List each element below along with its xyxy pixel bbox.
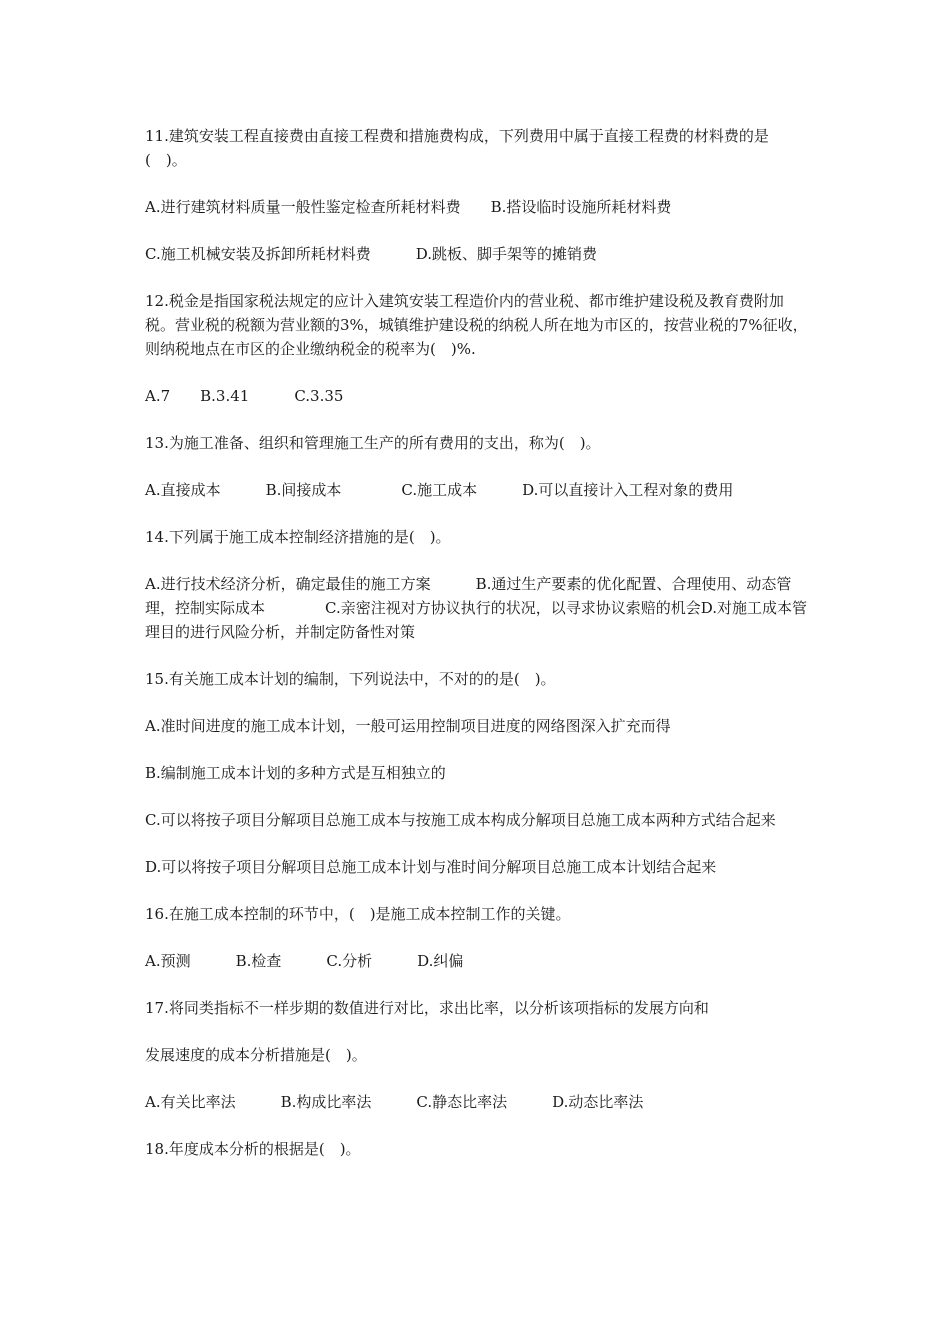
question-14: 14.下列属于施工成本控制经济措施的是( )。 <box>145 528 451 546</box>
question-15-option-a: A.准时间进度的施工成本计划，一般可运用控制项目进度的网络图深入扩充而得 <box>145 717 671 735</box>
question-13: 13.为施工准备、组织和管理施工生产的所有费用的支出，称为( )。 <box>145 434 601 452</box>
question-17-options: A.有关比率法 B.构成比率法 C.静态比率法 D.动态比率法 <box>145 1093 644 1111</box>
question-15-option-d: D.可以将按子项目分解项目总施工成本计划与准时间分解项目总施工成本计划结合起来 <box>145 858 717 876</box>
question-13-options: A.直接成本 B.间接成本 C.施工成本 D.可以直接计入工程对象的费用 <box>145 481 734 499</box>
question-15-option-b: B.编制施工成本计划的多种方式是互相独立的 <box>145 764 446 782</box>
question-16: 16.在施工成本控制的环节中，( )是施工成本控制工作的关键。 <box>145 905 571 923</box>
question-18: 18.年度成本分析的根据是( )。 <box>145 1140 361 1158</box>
question-11-options-cd: C.施工机械安装及拆卸所耗材料费 D.跳板、脚手架等的摊销费 <box>145 245 597 263</box>
document-page <box>145 124 810 1161</box>
question-12-options: A.7 B.3.41 C.3.35 <box>145 387 344 405</box>
question-17-line-1: 17.将同类指标不一样步期的数值进行对比，求出比率，以分析该项指标的发展方向和 <box>145 999 709 1017</box>
question-11-options-ab: A.进行建筑材料质量一般性鉴定检查所耗材料费 B.搭设临时设施所耗材料费 <box>145 198 672 216</box>
question-15-option-c: C.可以将按子项目分解项目总施工成本与按施工成本构成分解项目总施工成本两种方式结合起来 <box>145 811 776 829</box>
question-16-options: A.预测 B.检查 C.分析 D.纠偏 <box>145 952 464 970</box>
question-17-line-2: 发展速度的成本分析措施是( )。 <box>145 1046 367 1064</box>
question-12: 12.税金是指国家税法规定的应计入建筑安装工程造价内的营业税、都市维护建设税及教育费附加税。营业税的税额为营业额的3%，城镇维护建设税的纳税人所在地为市区的，按营业税的7%征收，则纳税地点在市区的企业缴纳税金的税率为( )%. <box>145 292 808 358</box>
question-15: 15.有关施工成本计划的编制，下列说法中，不对的的是( )。 <box>145 670 556 688</box>
question-14-options: A.进行技术经济分析，确定最佳的施工方案 B.通过生产要素的优化配置、合理使用、动态管理，控制实际成本 C.亲密注视对方协议执行的状况，以寻求协议索赔的机会D.对施工成本管理目的进行风险分析，并制定防备性对策 <box>145 575 807 641</box>
question-11: 11.建筑安装工程直接费由直接工程费和措施费构成，下列费用中属于直接工程费的材料费的是( )。 <box>145 127 769 169</box>
